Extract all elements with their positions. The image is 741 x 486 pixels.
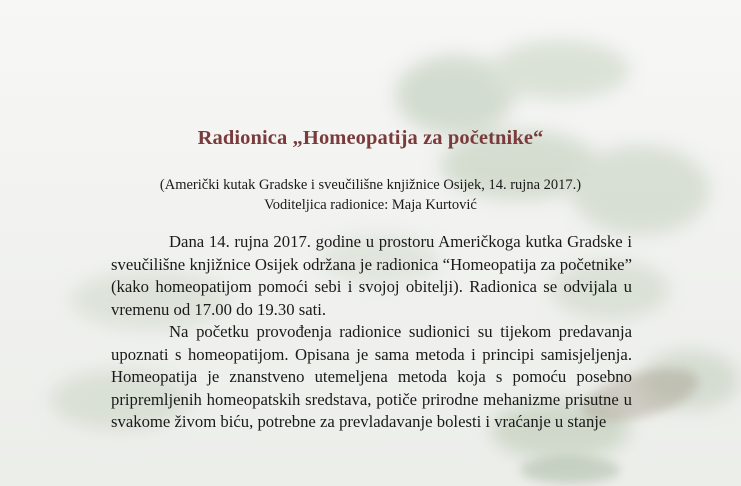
paragraph-2: Na početku provođenja radionice sudionici su tijekom predavanja upoznati s homeopatijom. Opisana je sama metoda i principi samisjeljenja. Homeopatija je znanstveno utemeljena metoda koja s pomoću posebno pripremljenih homeopatskih sredstava, potiče prirodne mehanizme prisutne u svakome živom biću, potrebne za prevladavanje bolesti i vraćanje u stanje (111, 322, 632, 431)
paragraph-1: Dana 14. rujna 2017. godine u prostoru Američkoga kutka Gradske i sveučilišne knjižnice Osijek održana je radionica “Homeopatija za početnike” (kako homeopatijom pomoći sebi i svojoj obitelji). Radionica se odvijala u vremenu od 17.00 do 19.30 sati. (111, 232, 632, 319)
document-subtitle-location: (Američki kutak Gradske i sveučilišne knjižnice Osijek, 14. rujna 2017.) (159, 177, 582, 193)
document-body (111, 231, 632, 434)
document-title: Radionica „Homeopatija za početnike“ (197, 127, 544, 149)
document-subtitle-leader: Voditeljica radionice: Maja Kurtović (264, 197, 477, 213)
